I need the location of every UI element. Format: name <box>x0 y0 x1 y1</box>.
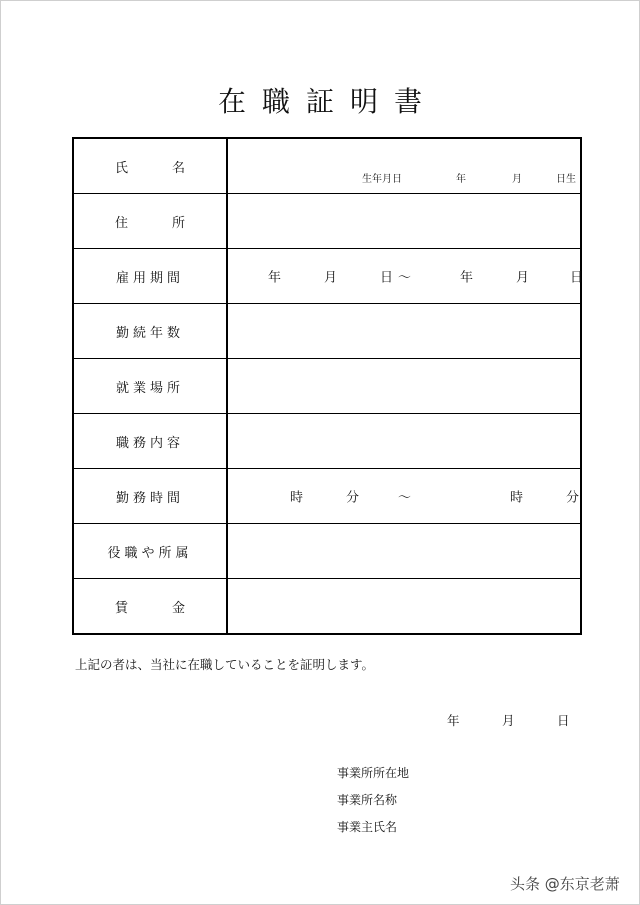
table-row <box>73 138 581 194</box>
label-job-description: 職務内容 <box>73 414 227 469</box>
position-field[interactable] <box>227 524 581 579</box>
birth-month: 月 <box>512 174 522 185</box>
period-day-2: 日 <box>570 270 584 286</box>
label-address: 住 所 <box>73 194 227 249</box>
document-title: 在職証明書 <box>217 85 438 118</box>
business-address-label: 事業所所在地 <box>337 766 410 780</box>
date-year: 年 <box>447 713 460 728</box>
period-year-1: 年 <box>268 270 282 286</box>
certification-statement: 上記の者は、当社に在職していることを証明します。 <box>75 657 375 672</box>
table-row <box>73 414 581 469</box>
table-row <box>73 524 581 579</box>
job-description-field[interactable] <box>227 414 581 469</box>
period-month-1: 月 <box>324 270 338 286</box>
work-hours-field[interactable] <box>227 469 581 524</box>
business-owner-label: 事業主氏名 <box>337 820 398 834</box>
table-row <box>73 249 581 304</box>
date-month: 月 <box>502 713 515 728</box>
certificate-table <box>72 137 582 635</box>
label-work-hours: 勤務時間 <box>73 469 227 524</box>
years-of-service-field[interactable] <box>227 304 581 359</box>
hours-minute-1: 分 <box>346 490 360 506</box>
hours-hour-2: 時 <box>510 490 524 506</box>
birth-date-line <box>362 170 576 185</box>
employment-period-field[interactable] <box>227 249 584 304</box>
label-salary: 賃 金 <box>73 579 227 635</box>
label-employment-period: 雇用期間 <box>73 249 227 304</box>
period-tilde: ～ <box>398 270 412 286</box>
date-day: 日 <box>557 713 570 728</box>
table-row <box>73 359 581 414</box>
salary-field[interactable] <box>227 579 581 635</box>
period-year-2: 年 <box>460 270 474 286</box>
hours-tilde: ～ <box>398 490 412 506</box>
label-workplace: 就業場所 <box>73 359 227 414</box>
birth-suffix: 日生 <box>556 174 576 185</box>
table-row <box>73 579 581 635</box>
table-row <box>73 194 581 249</box>
birth-prefix: 生年月日 <box>362 174 402 185</box>
business-name-label: 事業所名称 <box>337 793 398 807</box>
period-day-1: 日 <box>380 270 394 286</box>
period-month-2: 月 <box>516 270 530 286</box>
table-row <box>73 469 581 524</box>
label-name: 氏 名 <box>73 138 227 194</box>
hours-minute-2: 分 <box>566 490 580 506</box>
hours-hour-1: 時 <box>290 490 304 506</box>
label-years-of-service: 勤続年数 <box>73 304 227 359</box>
label-position: 役職や所属 <box>73 524 227 579</box>
birth-year: 年 <box>456 174 466 185</box>
watermark: 头条 @东京老萧 <box>510 875 620 893</box>
address-field[interactable] <box>227 194 581 249</box>
name-field[interactable] <box>227 138 581 194</box>
workplace-field[interactable] <box>227 359 581 414</box>
table-row <box>73 304 581 359</box>
